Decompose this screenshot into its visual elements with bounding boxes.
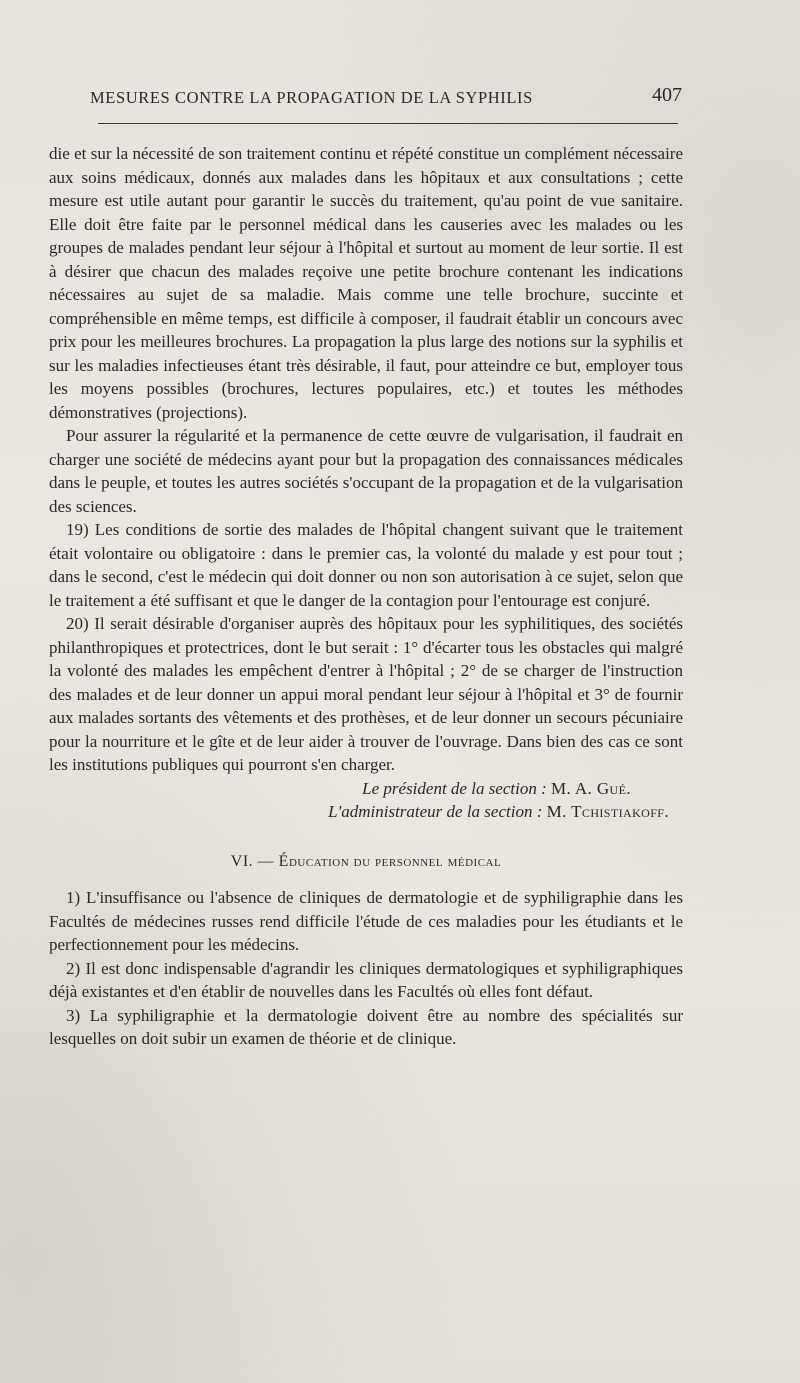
signature-name: M. A. Gué. bbox=[551, 778, 631, 798]
section-paragraph-1: 1) L'insuffisance ou l'absence de cliniques de dermatologie et de syphiligraphie dans les Facultés de médecines russes rend difficile l'étude de ces maladies pour les étudiants et le perfectionnement pour les médecins. bbox=[49, 888, 683, 954]
signature-administrator bbox=[49, 800, 683, 824]
page-header bbox=[90, 84, 682, 114]
paragraph-vulgarisation: Pour assurer la régularité et la permanence de cette œuvre de vulgarisation, il faudrait en charger une société de médecins ayant pour but la propagation des connaissances médicales dans le peuple, et toutes les autres sociétés s'occupant de la propagation et de la vulgarisation des sciences. bbox=[49, 426, 683, 516]
body-text bbox=[49, 142, 683, 1051]
signature-president bbox=[49, 777, 683, 801]
section-paragraph-2: 2) Il est donc indispensable d'agrandir les cliniques dermatologiques et syphiligraphiques déjà existantes et d'en établir de nouvelles dans les Facultés où elles font défaut. bbox=[49, 958, 683, 1001]
section-heading: VI. — Éducation du personnel médical bbox=[230, 852, 502, 870]
paragraph-continued: die et sur la nécessité de son traitement continu et répété constitue un complément nécessaire aux soins médicaux, donnés aux malades dans les hôpitaux et aux consultations ; cette mesure est utile autant pour garantir le succès du traitement, qu'au point de vue sanitaire. Elle doit être faite par le personnel médical dans les causeries avec les malades ou les groupes de malades pendant leur séjour à l'hôpital et surtout au moment de leur sortie. Il est à désirer que chacun des malades reçoive une petite brochure contenant les indications nécessaires au sujet de sa maladie. Mais comme une telle brochure, succinte et compréhensible en même temps, est difficile à composer, il faudrait établir un concours avec prix pour les meilleures brochures. La propagation la plus large des notions sur la syphilis et sur les maladies infectieuses étant très désirable, il faut, pour atteindre ce but, employer tous les moyens possibles (brochures, lectures populaires, etc.) et toutes les méthodes démonstratives (projections). bbox=[49, 144, 683, 422]
signature-name: M. Tchistiakoff. bbox=[546, 802, 669, 821]
paragraph-item-20: 20) Il serait désirable d'organiser auprès des hôpitaux pour les syphilitiques, des sociétés philanthropiques et protectrices, dont le but serait : 1° d'écarter tous les obstacles qui malgré la volonté des malades les empêchent d'entrer à l'hôpital ; 2° de se charger de l'instruction des malades et de leur donner un appui moral pendant leur séjour à l'hôpital et 3° de fournir aux malades sortants des vêtements et des prothèses, et de leur donner un secours pécuniaire pour la nourriture et le gîte et de leur aider à trouver de l'ouvrage. Dans bien des cas ce sont les institutions publiques qui pourront s'en charger. bbox=[49, 614, 683, 774]
section-paragraph-3: 3) La syphiligraphie et la dermatologie doivent être au nombre des spécialités sur lesquelles on doit subir un examen de théorie et de clinique. bbox=[49, 1005, 683, 1048]
header-rule bbox=[98, 123, 678, 124]
signature-role: L'administrateur de la section : bbox=[328, 802, 543, 821]
paragraph-item-19: 19) Les conditions de sortie des malades de l'hôpital changent suivant que le traitement était volontaire ou obligatoire : dans le premier cas, la volonté du malade y est pour tout ; dans le second, c'est le médecin qui doit donner ou non son autorisation à ce sujet, selon que le traitement a été suffisant et que le danger de la contagion pour l'entourage est conjuré. bbox=[49, 520, 683, 610]
page-number: 407 bbox=[652, 84, 682, 106]
signature-role: Le président de la section : bbox=[362, 778, 547, 798]
running-head: MESURES CONTRE LA PROPAGATION DE LA SYPHILIS bbox=[90, 88, 533, 107]
